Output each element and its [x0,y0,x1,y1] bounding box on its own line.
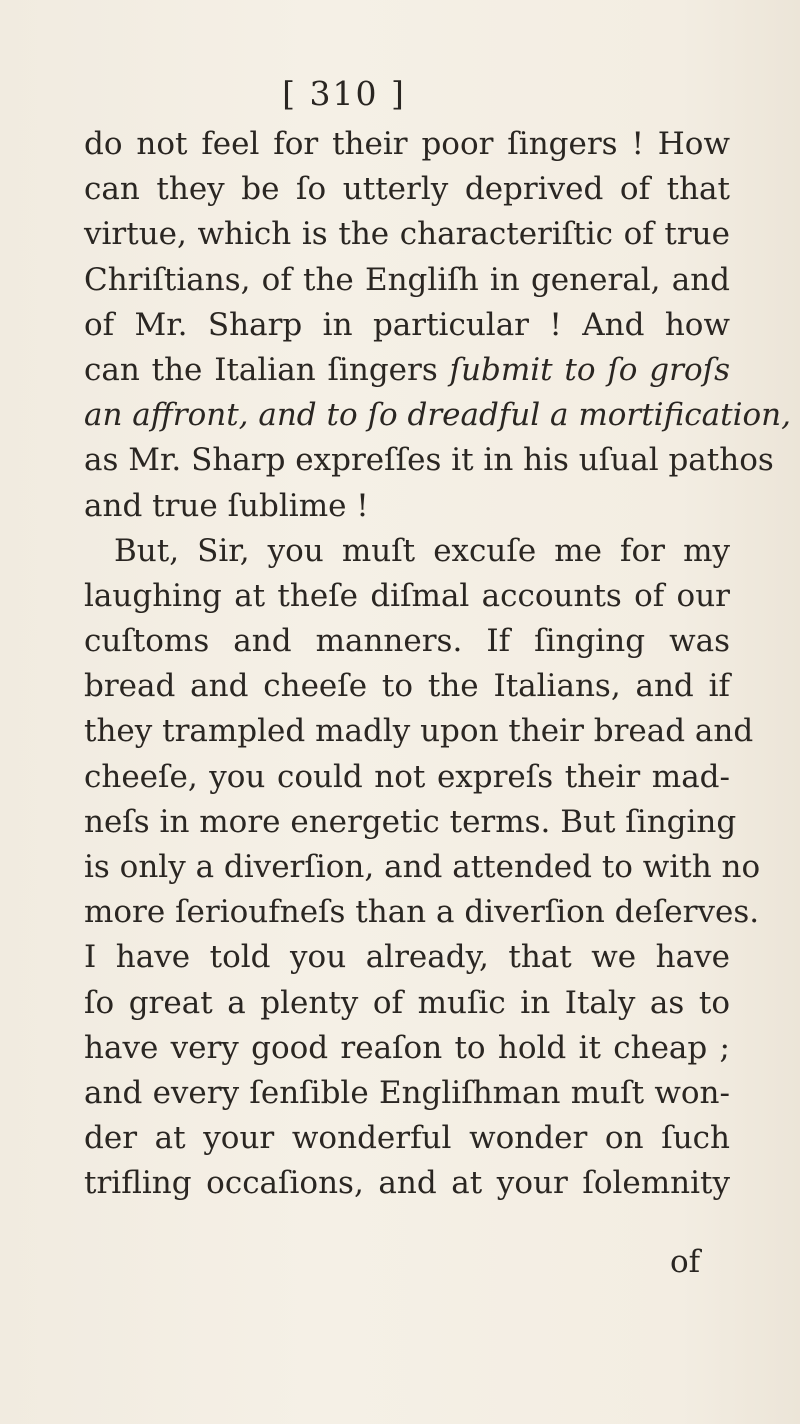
text-line: have very good reaſon to hold it cheap ; [84,1029,730,1066]
catchword: of [670,1244,701,1280]
text-line: neſs in more energetic terms. But ſinging [84,803,737,840]
text-line: cuſtoms and manners. If ſinging was [84,623,730,660]
page-number: [ 310 ] [282,74,406,113]
text-line: of Mr. Sharp in particular ! And how [84,306,730,343]
text-line: trifling occaſions, and at your ſolemnity [84,1165,730,1202]
text-line: I have told you already, that we have [84,939,730,976]
text-line [84,393,791,438]
page-header [0,74,800,113]
text-line: and every ſenſible Engliſhman muſt won- [84,1074,730,1111]
text-fragment: can the Italian ſingers [84,351,450,388]
text-line: can they be ſo utterly deprived of that [84,171,730,208]
body-text [84,122,791,1207]
text-line: cheeſe, you could not expreſs their mad- [84,758,730,795]
text-line: virtue, which is the characteriſtic of true [84,216,730,253]
text-line: Chriſtians, of the Engliſh in general, and [84,261,730,298]
text-line: ſo great a plenty of muſic in Italy as to [84,984,730,1021]
text-line: they trampled madly upon their bread and [84,713,754,750]
text-line: and true ſublime ! [84,487,369,524]
text-line: der at your wonderful wonder on ſuch [84,1120,730,1157]
italic-fragment: ſubmit to ſo groſs [449,351,730,388]
text-line: as Mr. Sharp expreſſes it in his uſual pathos [84,442,774,479]
text-line [84,348,730,393]
text-line: is only a diverſion, and attended to with no [84,849,761,885]
text-line: do not feel for their poor ſingers ! How [84,126,730,162]
text-line: But, Sir, you muſt excuſe me for my [114,532,730,569]
text-line: bread and cheeſe to the Italians, and if [84,668,730,705]
text-line: laughing at theſe diſmal accounts of our [84,577,730,614]
text-line: more ſerioufneſs than a diverſion deſerves. [84,894,760,931]
italic-fragment: an affront, and to ſo dreadful a mortification, [84,397,791,434]
